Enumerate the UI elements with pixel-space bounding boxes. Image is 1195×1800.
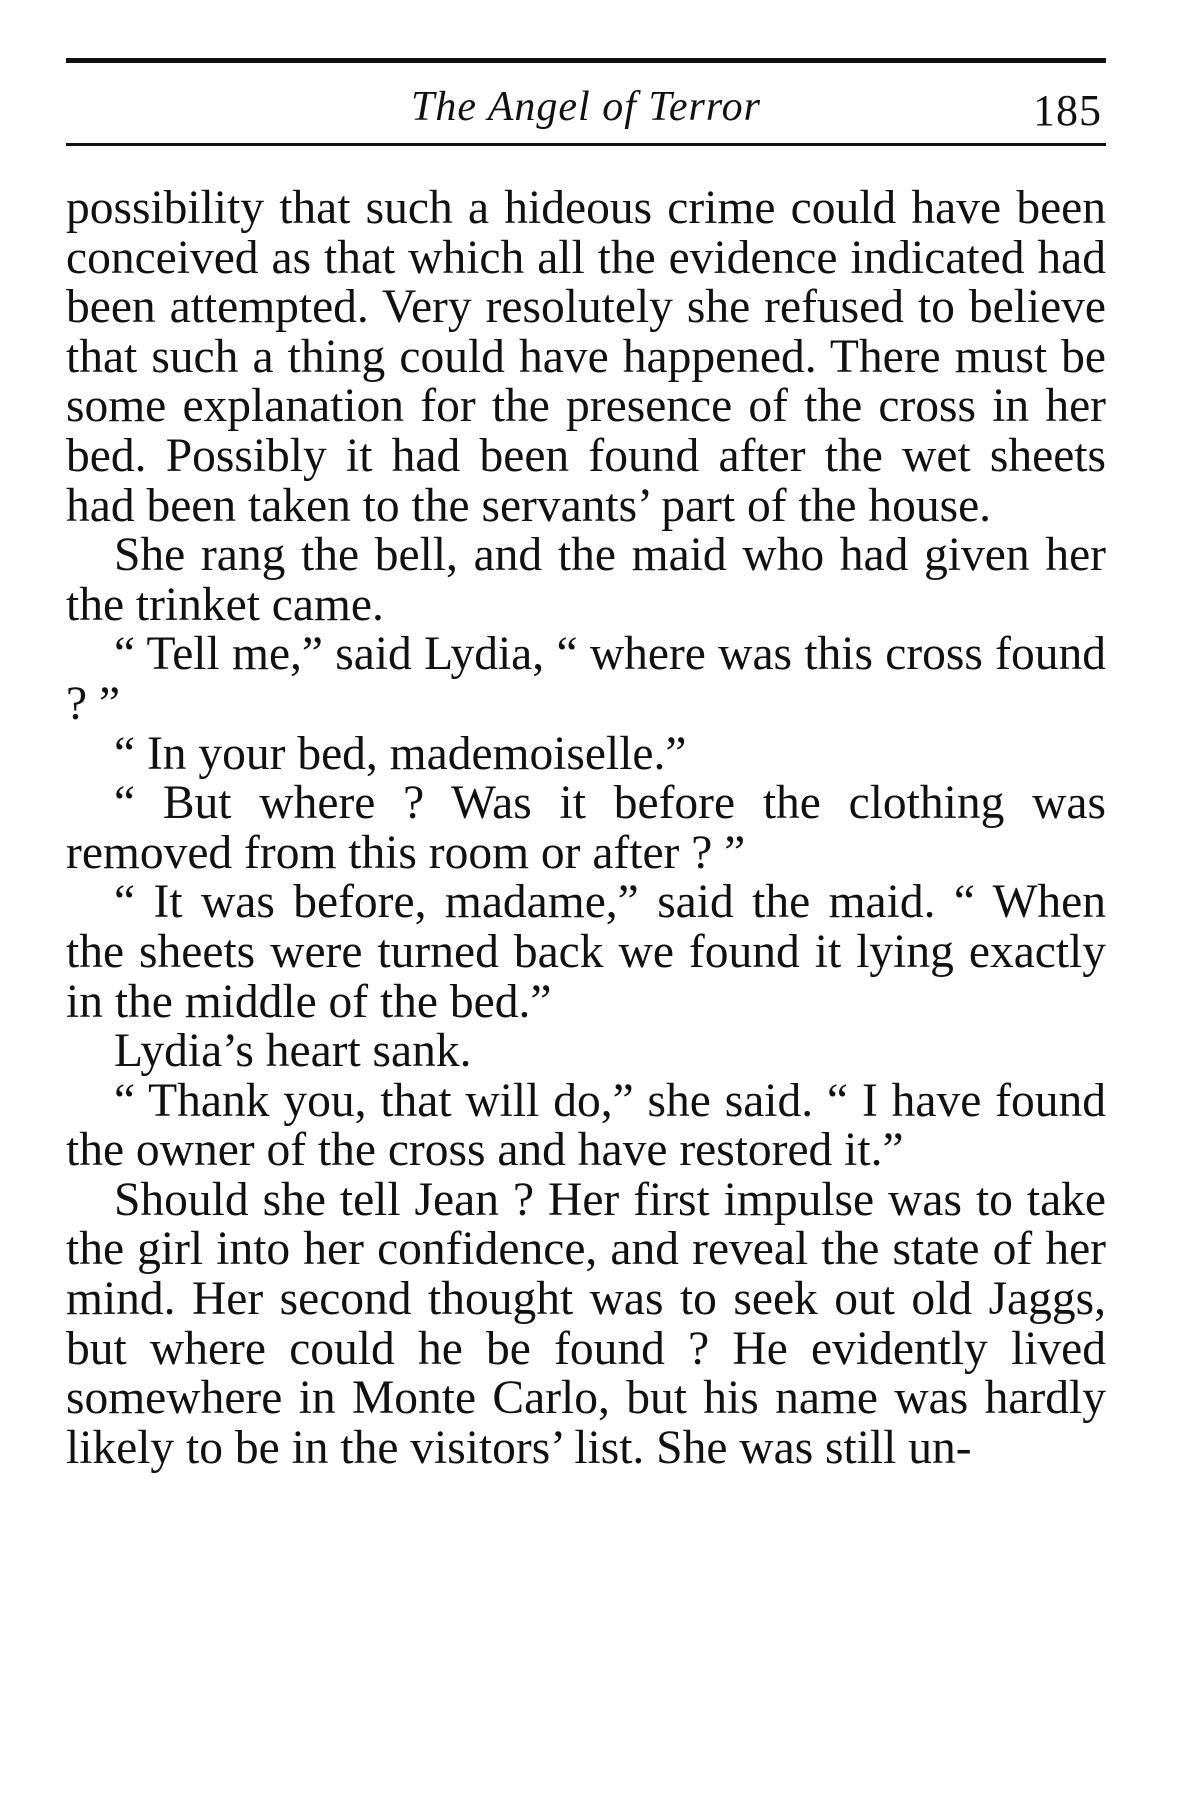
paragraph: “ But where ? Was it before the clothing was removed from this room or after ? ”: [66, 777, 1106, 879]
running-title: The Angel of Terror: [411, 84, 761, 130]
paragraph: Should she tell Jean ? Her first impulse was to take the girl into her confidence, and reveal the state of her mind. Her second thought was to seek out old Jaggs, but where could he be found ? He evidently lived somewhere in Monte Carlo, but his name was hardly likely to be in the visitors’ list. She was still un-: [66, 1173, 1106, 1474]
running-header: [66, 63, 1106, 143]
body-text: [66, 184, 1106, 1473]
book-page: [66, 58, 1106, 1473]
paragraph: Lydia’s heart sank.: [114, 1025, 472, 1078]
paragraph: “ Thank you, that will do,” she said. “ I have found the owner of the cross and have restored it.”: [66, 1074, 1106, 1177]
page-number: 185: [1033, 86, 1102, 135]
paragraph: “ Tell me,” said Lydia, “ where was this cross found ? ”: [66, 628, 1106, 730]
paragraph: “ It was before, madame,” said the maid. “ When the sheets were turned back we found it lying exactly in the middle of the bed.”: [66, 876, 1106, 1028]
paragraph: “ In your bed, mademoiselle.”: [114, 727, 687, 780]
header-bottom-rule: [66, 143, 1106, 146]
paragraph: She rang the bell, and the maid who had given her the trinket came.: [66, 529, 1106, 631]
paragraph: possibility that such a hideous crime could have been conceived as that which all the evidence indicated had been attempted. Very resolutely she refused to believe that such a thing could have happened. There must be some explanation for the presence of the cross in her bed. Possibly it had been found after the wet sheets had been taken to the servants’ part of the house.: [66, 182, 1106, 532]
